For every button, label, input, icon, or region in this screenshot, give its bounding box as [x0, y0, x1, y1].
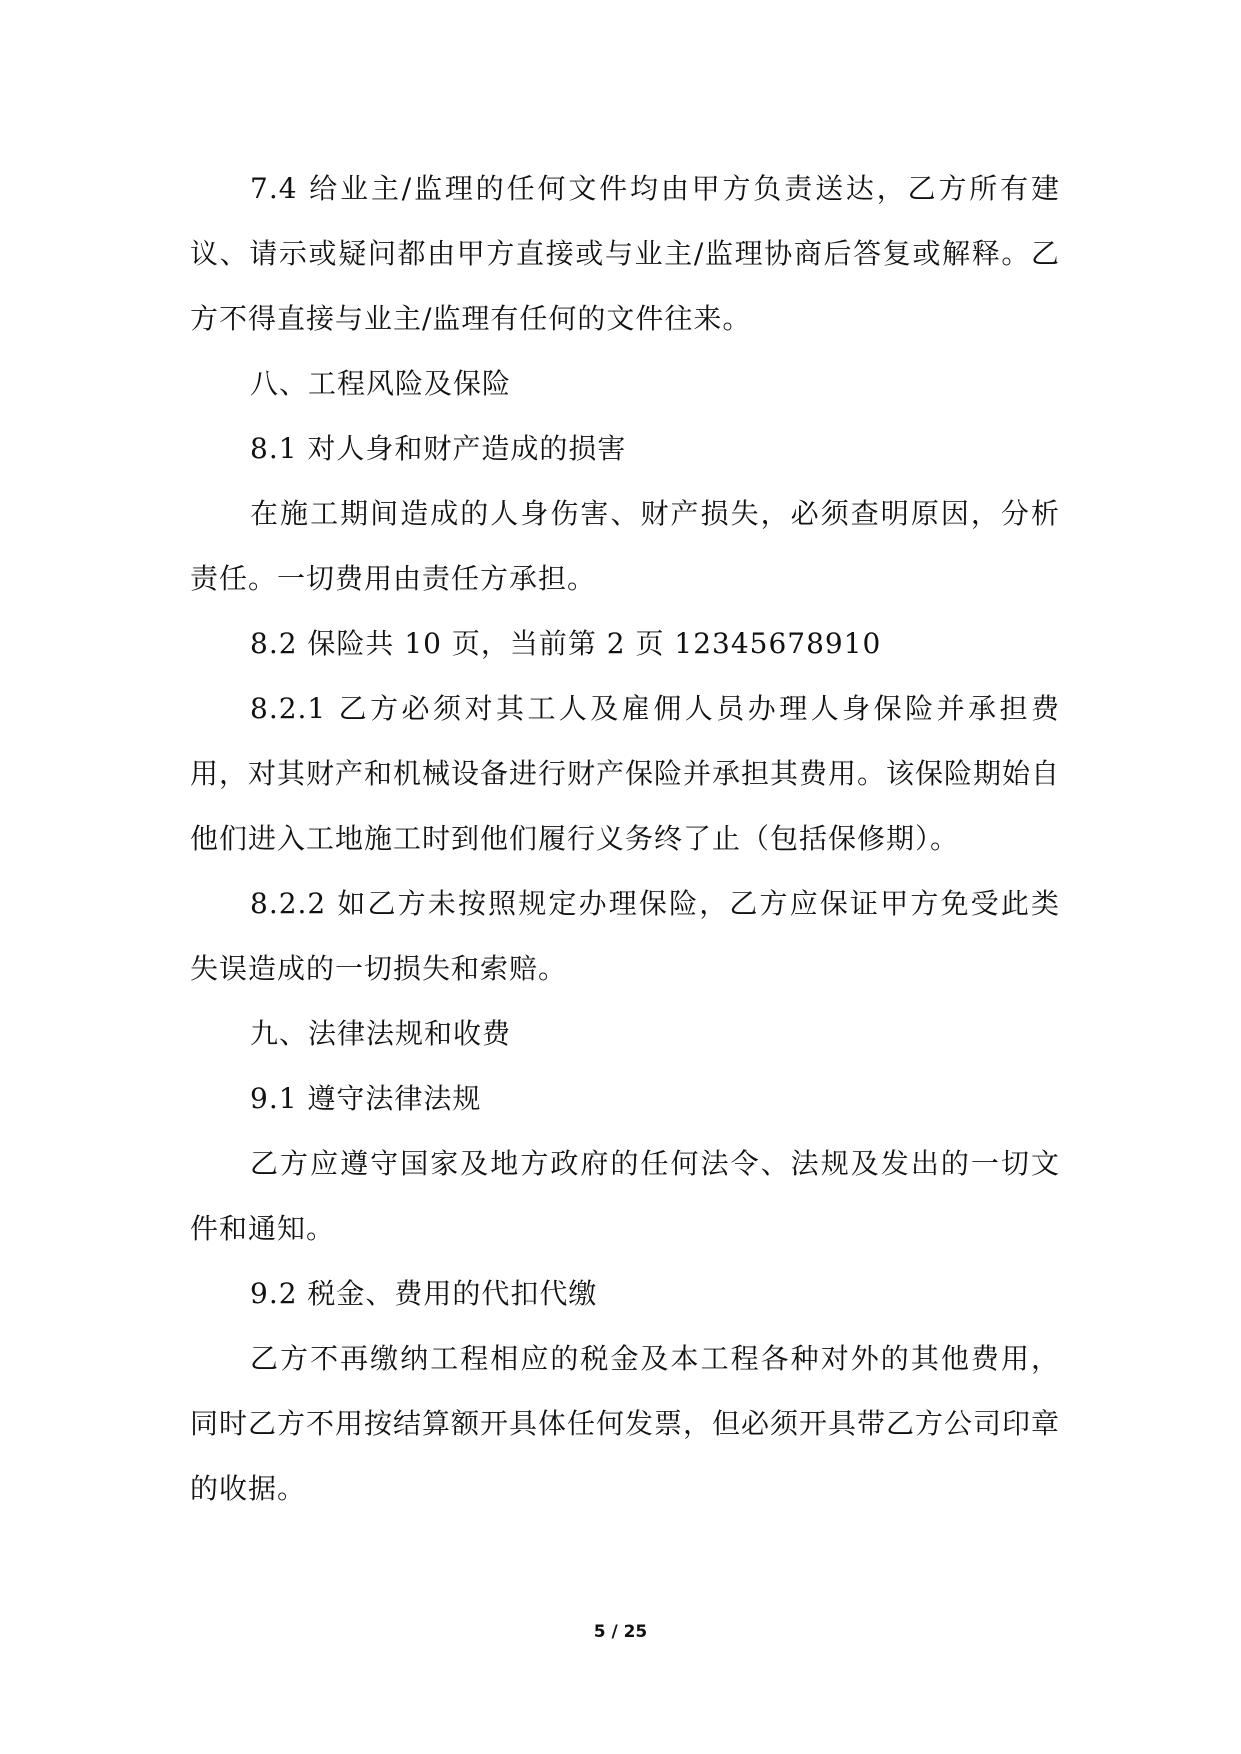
clause-heading-9-1: 9.1 遵守法律法规: [250, 1082, 482, 1115]
section-heading-9: 九、法律法规和收费: [250, 1017, 512, 1050]
clause-heading-9-2: 9.2 税金、费用的代扣代缴: [250, 1277, 598, 1310]
paragraph-9-2-body: 乙方不再缴纳工程相应的税金及本工程各种对外的其他费用，同时乙方不用按结算额开具体任何发票，但必须开具带乙方公司印章的收据。: [190, 1342, 1061, 1505]
section-heading-8: 八、工程风险及保险: [250, 367, 512, 400]
paragraph-8-2-2: 8.2.2 如乙方未按照规定办理保险，乙方应保证甲方免受此类失误造成的一切损失和索赔。: [190, 887, 1060, 985]
paragraph-9-1-body: 乙方应遵守国家及地方政府的任何法令、法规及发出的一切文件和通知。: [190, 1147, 1060, 1245]
paragraph-7-4: 7.4 给业主/监理的任何文件均由甲方负责送达，乙方所有建议、请示或疑问都由甲方直接或与业主/监理协商后答复或解释。乙方不得直接与业主/监理有任何的文件往来。: [190, 172, 1060, 335]
document-body: [190, 156, 1060, 1521]
page-number: 5 / 25: [593, 1622, 648, 1642]
clause-heading-8-2: 8.2 保险共 10 页，当前第 2 页 12345678910: [250, 627, 882, 660]
paragraph-8-2-1: 8.2.1 乙方必须对其工人及雇佣人员办理人身保险并承担费用，对其财产和机械设备进行财产保险并承担其费用。该保险期始自他们进入工地施工时到他们履行义务终了止（包括保修期）。: [190, 692, 1061, 855]
paragraph-8-1-body: 在施工期间造成的人身伤害、财产损失，必须查明原因，分析责任。一切费用由责任方承担。: [190, 497, 1060, 595]
clause-heading-8-1: 8.1 对人身和财产造成的损害: [250, 432, 627, 465]
